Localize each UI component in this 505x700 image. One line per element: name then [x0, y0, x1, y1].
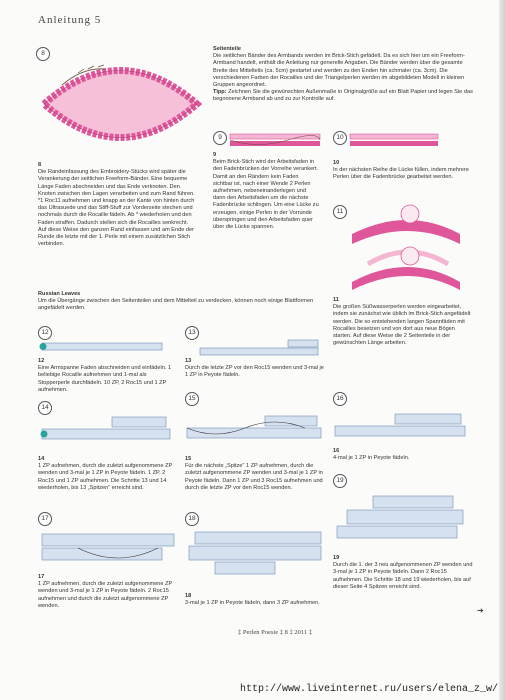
caption-number: 15 [185, 456, 192, 462]
pearl-insertion-illustration [348, 200, 463, 292]
brick-stitch-illustration [228, 132, 323, 150]
caption-number: 11 [333, 297, 339, 303]
caption-number: 16 [333, 448, 340, 454]
watermark-url: http://www.liveinternet.ru/users/elena_z_w/ [240, 684, 499, 695]
caption-12: Eine Armspanne Faden abschneiden und einfädeln. 1 beliebige Rocaille aufnehmen und 1-mal als Stopperperle durchfädeln. 10 ZP, 2 Roc15 und 1 ZP aufnehmen. [38, 365, 172, 393]
step-number: 11 [333, 205, 347, 219]
caption-16: 4-mal je 1 ZP in Peyote fädeln. [333, 455, 410, 462]
caption-number: 8 [38, 162, 42, 168]
caption-11: Die großen Süßwasserperlen werden eingearbeitet, indem sie zunächst wie üblich im Brick-Stich angefädelt werden. Die so entstehenden langen Spannfäden mit Rocailles besetzen und von dort aus neue Bögen starten. Auf diese Weise die 2 Seitenteile in der gewünschten Länge arbeiten. [333, 304, 471, 347]
tip-text: Zeichnen Sie die gewünschten Außenmaße in Originalgröße auf ein Blatt Papier und legen Sie das begonnene Armband ab und zu zur Kontrolle auf. [213, 89, 473, 103]
caption-number: 18 [185, 593, 192, 599]
caption-number: 12 [38, 358, 45, 364]
zp-row-illustration [38, 340, 176, 354]
russian-leaves-heading: Russian Leaves [38, 291, 81, 297]
continue-arrow-icon: ➜ [477, 606, 484, 615]
step-number: 15 [185, 392, 199, 406]
step-number: 13 [185, 326, 199, 340]
section-heading: Seitenteile [213, 46, 241, 52]
gap-filling-illustration [348, 132, 440, 150]
beaded-edge-illustration [38, 55, 203, 153]
caption-17: 1 ZP aufnehmen, durch die zuletzt aufgenommene ZP wenden und 3-mal je 1 ZP in Peyote fädeln. 2 Roc15 aufnehmen und durch die zuletzt aufgenommene ZP wenden. [38, 581, 173, 609]
caption-10: In der nächsten Reihe die Lücke füllen, indem mehrere Perlen über die Fadenbrücke gearbeitet werden. [333, 167, 469, 181]
step-number: 14 [38, 401, 52, 415]
page-edge [499, 0, 505, 700]
caption-number: 17 [38, 574, 45, 580]
caption-number: 14 [38, 456, 45, 462]
step-number: 19 [333, 474, 347, 488]
step-number: 12 [38, 326, 52, 340]
section-body: Die seitlichen Bänder des Armbands werden im Brick-Stich gefädelt. Da es sich hier um ein Freeform-Armband handelt, enthält die Anleitung nur generelle Angaben. Die Bänder werden über die gesamte Breite des Mittelteils (ca. 5cm) gestartet und werden zu den Enden hin schmaler (ca. 3cm). Die verschiedenen Farben der Rocailles und der Triangelperlen werden im abgebildeten Modell in kleinen Gruppen angeordnet. [213, 53, 465, 89]
page-header: Anleitung 5 [38, 14, 102, 26]
caption-8: Die Randeinfassung des Embroidery-Stücks wird später die Verankerung der seitlichen Freeform-Bänder. Eine bequeme Länge Faden abschneiden und das Ende verknoten. Den Knoten zwischen den Lagen verarbeiten und zum Rand führen. *1 Roc11 aufnehmen und knapp an der Kante von hinten durch das Ultrasuede und das Stiff-Stuff zur Vorderseite stechen und nochmals durch die Rocaille fädeln. Ab * wiederholen und den Faden straffen. Dadurch stellen sich die Rocailles senkrecht. Auf diese Weise den ganzen Rand einfassen und am Ende der Runde die letzte mit der 1. Perle mit einem zusätzlichen Stich verbinden. [38, 169, 195, 248]
leaf-shape-illustration [185, 520, 327, 590]
caption-18: 3-mal je 1 ZP in Peyote fädeln, dann 3 ZP aufnehmen. [185, 600, 320, 607]
leaf-shape-illustration [38, 520, 178, 572]
leaf-shape-illustration [333, 486, 473, 552]
caption-number: 10 [333, 160, 340, 166]
step-number: 8 [36, 47, 50, 61]
step-number: 9 [213, 131, 227, 145]
caption-13: Durch die letzte ZP vor den Roc15 wenden und 3-mal je 1 ZP in Peyote fädeln. [185, 365, 324, 379]
step-number: 10 [333, 131, 347, 145]
caption-14: 1 ZP aufnehmen, durch die zuletzt aufgenommene ZP wenden und 3-mal je 1 ZP in Peyote fädeln. 1 ZP, 2 Roc15 und 1 ZP aufnehmen. Die Schritte 13 und 14 wiederholen, bis 13 „Spitzen“ erreicht sind. [38, 463, 173, 491]
caption-15: Für die nächste „Spitze“ 1 ZP aufnehmen, durch die zuletzt aufgenommene ZP wenden und 3-mal je 1 ZP in Peyote fädeln. Dann 1 ZP und 3 Roc15 aufnehmen und durch die letzte ZP vor den Roc15 wenden. [185, 463, 323, 491]
spike-row-illustration [185, 404, 325, 448]
step-number: 16 [333, 392, 347, 406]
caption-number: 19 [333, 555, 340, 561]
step-number: 18 [185, 512, 199, 526]
tip-label: Tipp: [213, 89, 227, 96]
russian-leaves-body: Um die Übergänge zwischen den Seitenteilen und dem Mittelteil zu verdecken, können noch einige Blattformen angefädelt werden. [38, 298, 314, 312]
page-footer: ‡ Perlen Poesie ‡ 8 ‡ 2011 ‡ [238, 629, 312, 636]
step-number: 17 [38, 512, 52, 526]
caption-9: Beim Brick-Stich wird der Arbeitsfaden in den Fadenbrücken der Vorreihe verankert. Damit an den Rändern kein Faden sichtbar ist, nach einer Wende 2 Perlen aufnehmen, nebeneinanderlegen und dann den Arbeitsfaden um die nächste Fadenbrücke schlingen. Um eine Lücke zu erzeugen, einige Perlen in der Vorrunde überspringen und den Arbeitsfaden quer über die Lücke spannen. [213, 159, 319, 231]
caption-number: 13 [185, 358, 192, 364]
caption-19: Durch die 1. der 3 neu aufgenommenen ZP wenden und 3-mal je 1 ZP in Peyote fädeln. Dann 2 Roc15 aufnehmen. Die Schritte 18 und 19 wiederholen, bis auf dieser Seite 4 Spitzen erreicht sind. [333, 562, 473, 590]
caption-number: 9 [213, 152, 217, 158]
peyote-turn-illustration [198, 338, 323, 358]
peyote-rows-illustration [333, 404, 469, 446]
spike-row-illustration [38, 411, 176, 447]
